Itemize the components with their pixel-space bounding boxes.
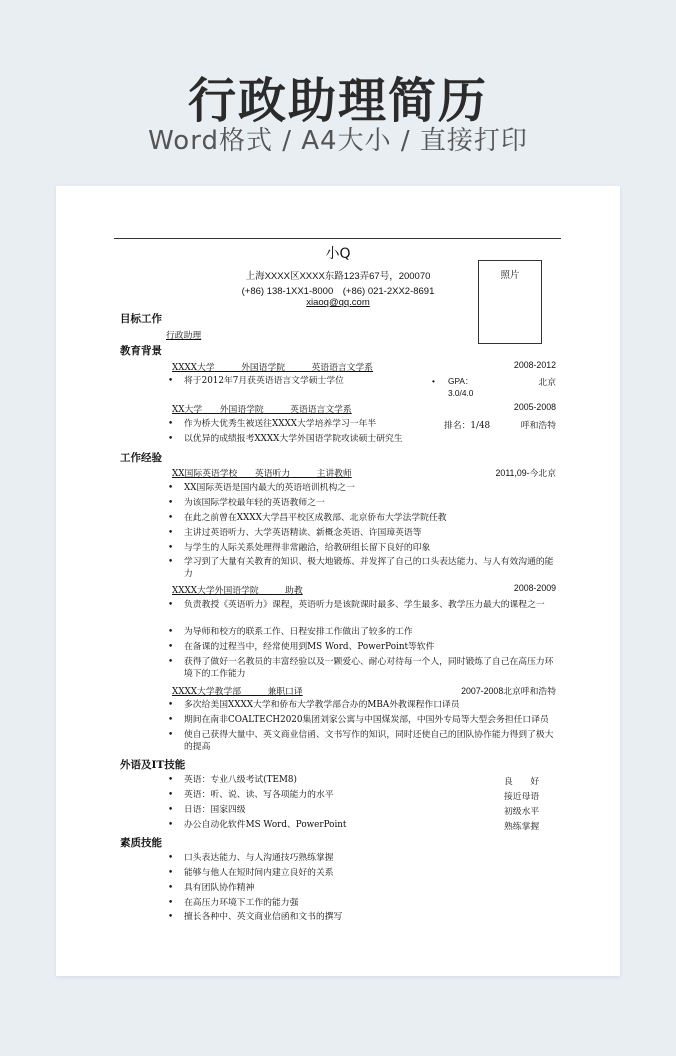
- phones: (+86) 138-1XX1-8000 (+86) 021-2XX2-8691: [241, 286, 435, 297]
- list-item: • 英语：专业八级考试(TEM8): [184, 774, 484, 786]
- banner-title: 行政助理简历: [187, 73, 488, 129]
- list-item: • 学习到了大量有关教育的知识、极大地锻炼、并发挥了自己的口头表达能力、与人有效沟通的能力: [184, 556, 554, 580]
- quality-title: 素质技能: [120, 837, 162, 849]
- photo-box: 照片: [478, 260, 542, 344]
- job1-header: XX国际英语学校 英语听力 主讲教师: [172, 469, 352, 479]
- skill-level: 接近母语: [504, 792, 540, 802]
- list-item: • 在此之前曾在XXXX大学昌平校区成教部、北京侨布大学法学院任教: [184, 512, 554, 524]
- list-item: • 与学生的人际关系处理得非常融洽，给教研组长留下良好的印象: [184, 542, 554, 554]
- languages-title: 外语及IT技能: [120, 759, 186, 771]
- list-item: • 日语：国家四级: [184, 804, 484, 816]
- list-item: • 口头表达能力、与人沟通技巧熟练掌握: [184, 852, 504, 864]
- edu1-school: XXXX大学 外国语学院 英语语言文学系: [172, 363, 374, 373]
- list-item: • 主讲过英语听力、大学英语精读、新概念英语、许国璋英语等: [184, 527, 554, 539]
- job1-date: 2011,09-今北京: [495, 468, 556, 478]
- list-item: • 在备课的过程当中，经常使用到MS Word、PowerPoint等软件: [184, 641, 554, 653]
- list-item: • 为导师和校方的联系工作、日程安排工作做出了较多的工作: [184, 626, 554, 638]
- list-item: • 负责教授《英语听力》课程，英语听力是该院课时最多、学生最多、教学压力最大的课程之一: [184, 599, 554, 611]
- edu2-bullet-2: • 以优异的成绩报考XXXX大学外国语学院攻读硕士研究生: [184, 433, 484, 445]
- banner-subtitle: Word格式 / A4大小 / 直接打印: [148, 126, 528, 156]
- list-item: • 在高压力环境下工作的能力强: [184, 897, 504, 909]
- job2-header: XXXX大学外国语学院 助教: [172, 586, 303, 596]
- list-item: • 英语：听、说、读、写各项能力的水平: [184, 789, 484, 801]
- list-item: • 擅长各种中、英文商业信函和文书的撰写: [184, 911, 504, 923]
- address: 上海XXXX区XXXX东路123弄67号，200070: [245, 271, 431, 282]
- job3-header: XXXX大学教学部 兼职口译: [172, 687, 303, 697]
- job3-date: 2007-2008北京呼和浩特: [461, 686, 556, 696]
- resume-page: [56, 186, 620, 976]
- edu2-date: 2005-2008: [513, 402, 556, 412]
- top-divider: [114, 238, 561, 239]
- list-item: • 为该国际学校最年轻的英语教师之一: [184, 497, 554, 509]
- list-item: • 使自己获得大量中、英文商业信函、文书写作的知识，同时还使自己的团队协作能力得到了极大的提高: [184, 729, 554, 753]
- edu2-rank: 排名：1/48: [444, 421, 491, 431]
- list-item: • 多次给美国XXXX大学和侨布大学教学部合办的MBA外教课程作口译员: [184, 699, 554, 711]
- job2-date: 2008-2009: [513, 583, 556, 593]
- list-item: • XX国际英语是国内最大的英语培训机构之一: [184, 482, 554, 494]
- edu2-bullet-1: • 作为桥大优秀生被送往XXXX大学培养学习一年半: [184, 418, 434, 430]
- edu1-bullet: • 将于2012年7月获英语语言文学硕士学位: [184, 375, 434, 387]
- skill-level: 良 好: [504, 777, 540, 787]
- skill-level: 熟练掌握: [504, 822, 540, 832]
- list-item: • 能够与他人在短时间内建立良好的关系: [184, 867, 504, 879]
- email-link[interactable]: xiaoq@qq.com: [306, 297, 370, 308]
- edu1-date: 2008-2012: [513, 360, 556, 370]
- objective-value: 行政助理: [166, 331, 202, 341]
- list-item: • 具有团队协作精神: [184, 882, 504, 894]
- education-title: 教育背景: [120, 345, 162, 357]
- candidate-name: 小Q: [325, 246, 351, 262]
- list-item: • 期间在南非COALTECH2020集团刘家公寓与中国煤炭部，中国外专局等大型会务担任口译员: [184, 714, 554, 726]
- objective-title: 目标工作: [120, 313, 162, 325]
- edu2-loc: 呼和浩特: [520, 421, 556, 431]
- skill-level: 初级水平: [504, 807, 540, 817]
- edu1-loc: 北京: [538, 378, 556, 388]
- list-item: • 获得了做好一名教员的丰富经验以及一颗爱心、耐心对待每一个人，同时锻炼了自己在高压力环境下的工作能力: [184, 656, 554, 680]
- edu2-school: XX大学 外国语学院 英语语言文学系: [172, 405, 352, 415]
- list-item: • 办公自动化软件MS Word、PowerPoint: [184, 819, 484, 831]
- edu1-gpa: • GPA：3.0/4.0: [448, 375, 496, 399]
- work-title: 工作经验: [120, 452, 162, 464]
